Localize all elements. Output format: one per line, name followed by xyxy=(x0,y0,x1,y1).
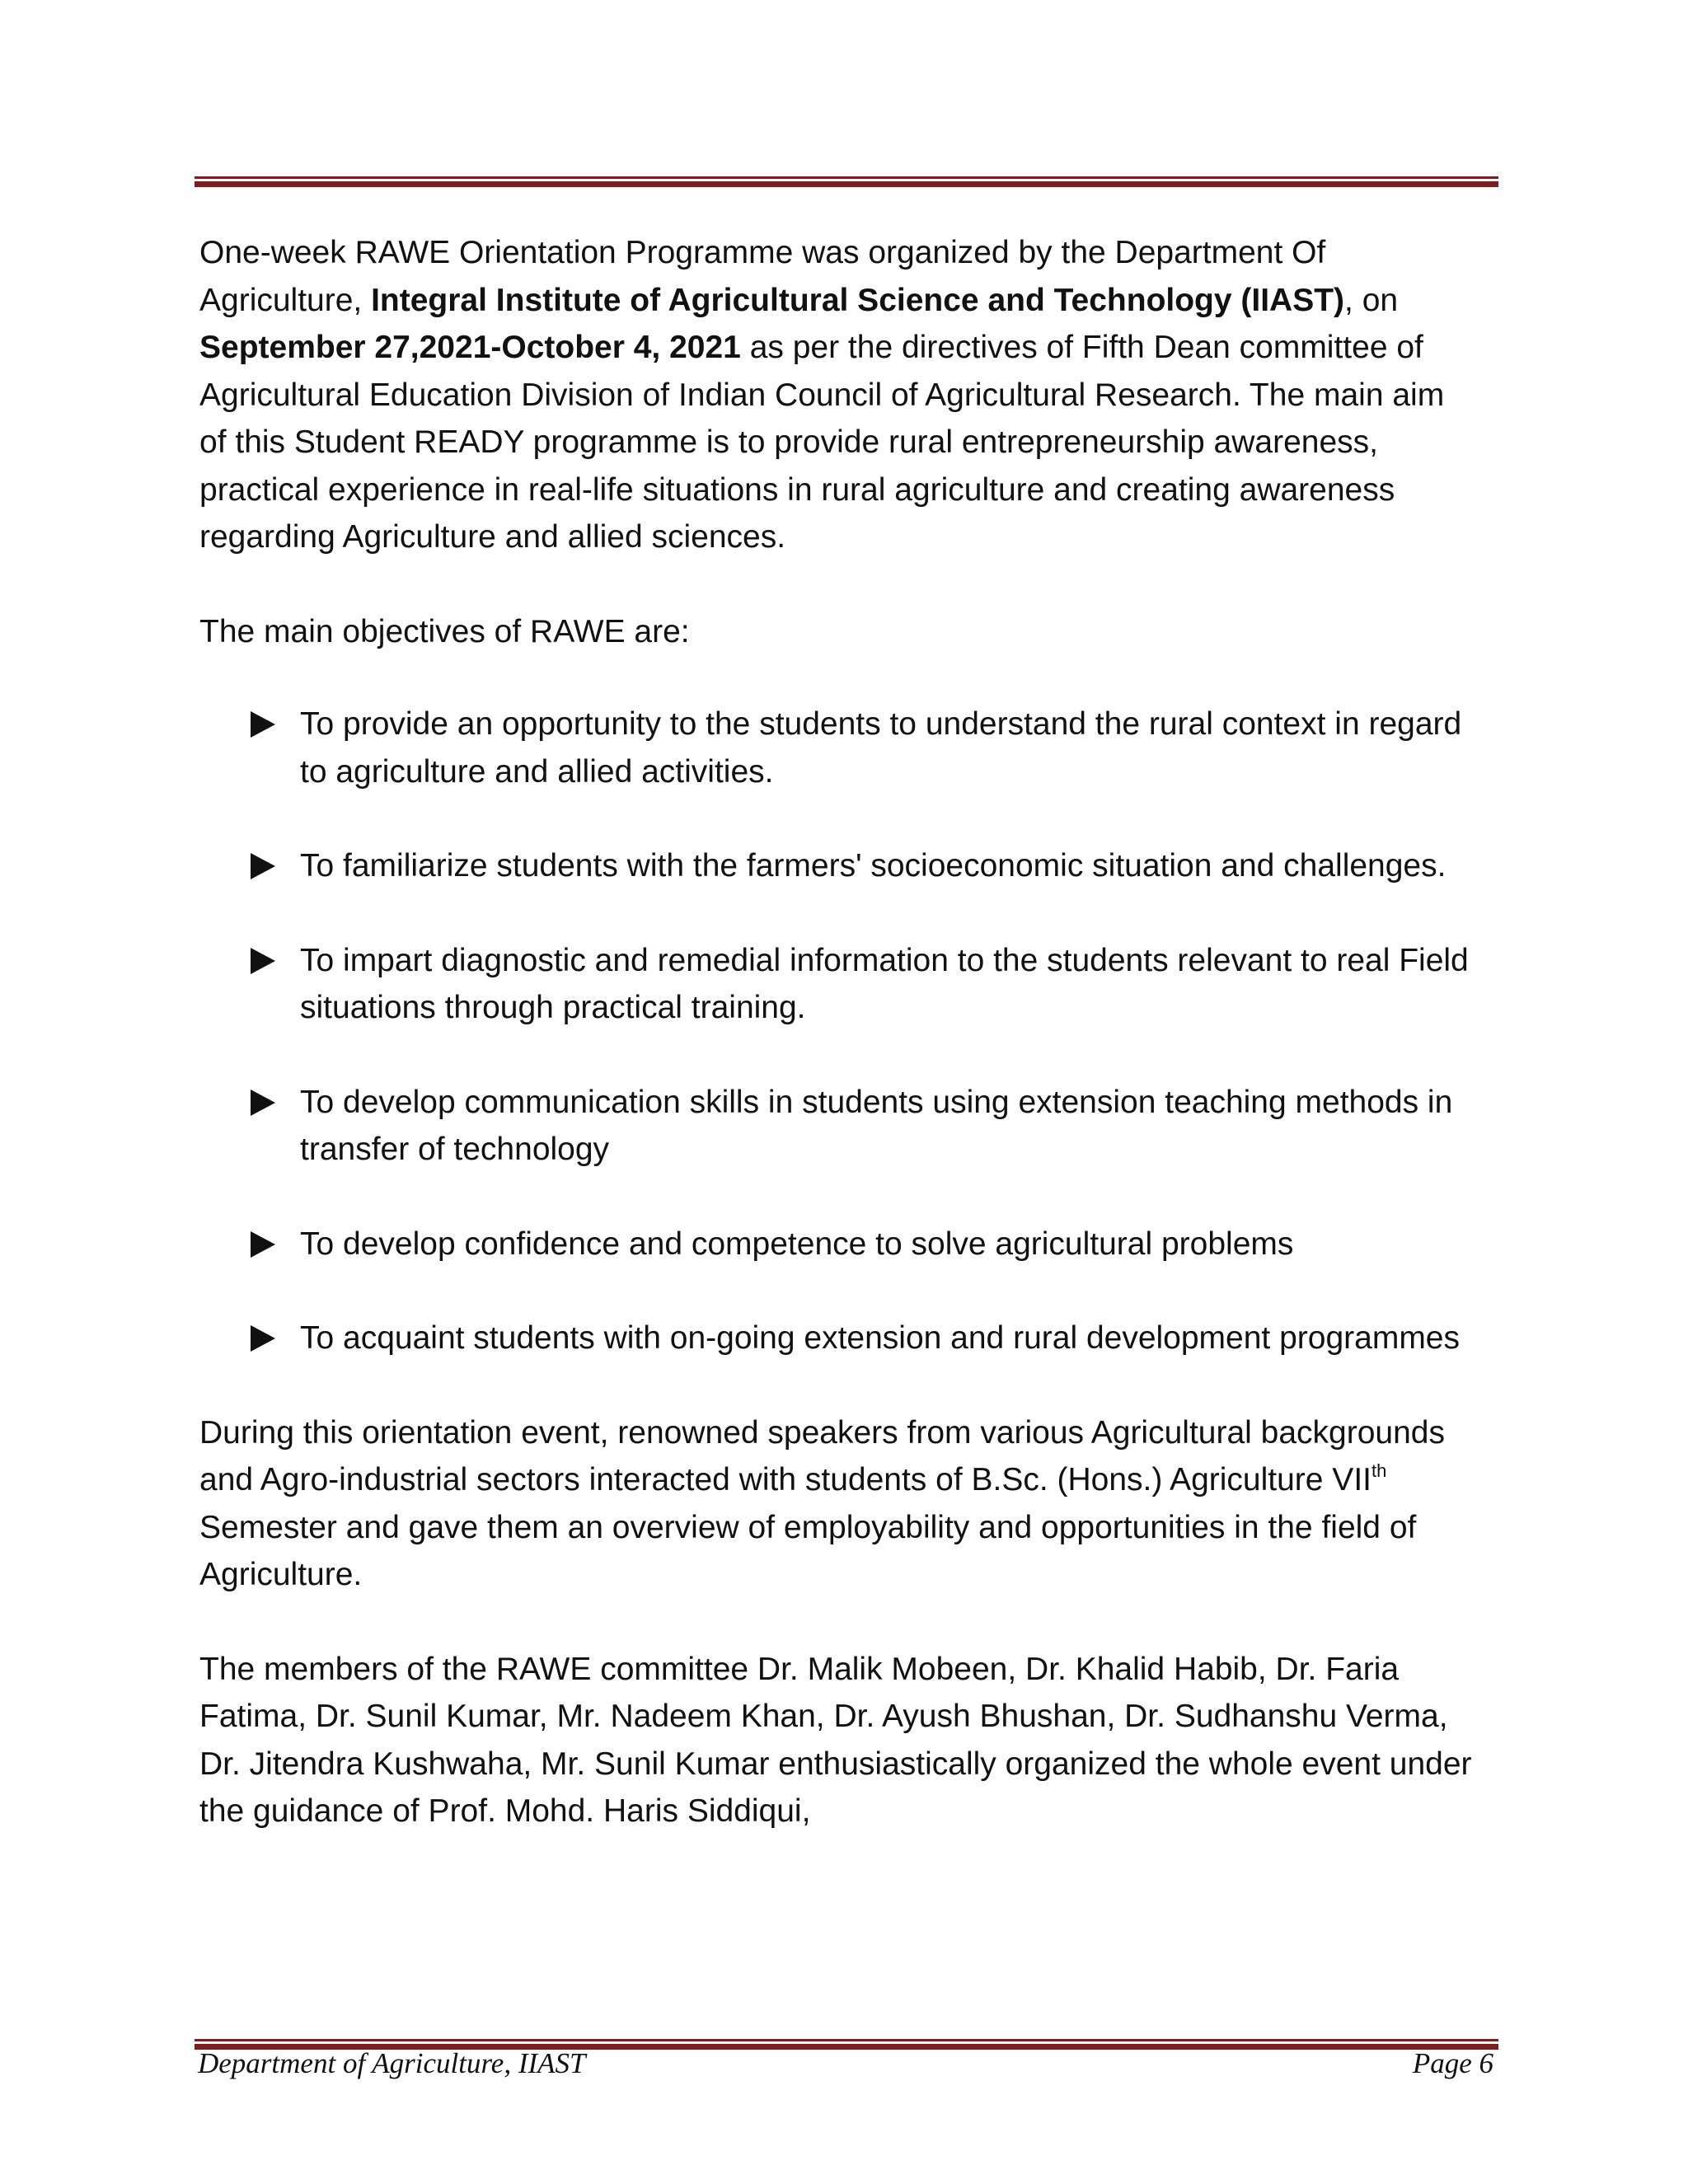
list-item xyxy=(249,842,1477,890)
event-dates: September 27,2021-October 4, 2021 xyxy=(199,330,741,365)
orientation-text-2: Semester and gave them an overview of employability and opportunities in the field of Agriculture. xyxy=(199,1509,1417,1592)
objectives-heading: The main objectives of RAWE are: xyxy=(199,613,690,649)
committee-paragraph: The members of the RAWE committee Dr. Malik Mobeen, Dr. Khalid Habib, Dr. Faria Fatima, Dr. Sunil Kumar, Mr. Nadeem Khan, Dr. Ayush Bhushan, Dr. Sudhanshu Verma, Dr. Jitendra Kushwaha, Mr. Sunil Kumar enthusiastically organized the whole event under the guidance of Prof. Mohd. Haris Siddiqui, xyxy=(199,1651,1472,1829)
orientation-paragraph xyxy=(199,1409,1477,1599)
objective-text: To familiarize students with the farmers' socioeconomic situation and challenges. xyxy=(300,848,1447,883)
list-item xyxy=(249,701,1477,795)
objectives-list xyxy=(199,701,1477,1362)
intro-text-1: One-week RAWE Orientation Programme was organized by the Department Of Agriculture, xyxy=(199,235,1326,318)
header-rule xyxy=(195,176,1498,187)
intro-text-3: as per the directives of Fifth Dean committee of Agricultural Education Division of Indian Council of Agricultural Research. The main aim of this Student READY programme is to provide rural entrepreneurship awareness, practical experience in real-life situations in rural agriculture and creating awareness regarding Agriculture and allied sciences. xyxy=(199,330,1445,555)
page-footer xyxy=(198,2047,1493,2080)
institute-name: Integral Institute of Agricultural Science and Technology (IIAST) xyxy=(371,282,1345,318)
triangle-right-icon xyxy=(251,948,275,974)
objective-text: To provide an opportunity to the students to understand the rural context in regard to agriculture and allied activities. xyxy=(300,706,1462,790)
page-number: Page 6 xyxy=(1412,2047,1493,2079)
objective-text: To acquaint students with on-going extension and rural development programmes xyxy=(300,1320,1460,1356)
intro-text-2: , on xyxy=(1344,282,1399,318)
triangle-right-icon xyxy=(251,853,275,879)
triangle-right-icon xyxy=(251,711,275,738)
objective-text: To impart diagnostic and remedial information to the students relevant to real Field situations through practical training. xyxy=(300,942,1469,1025)
triangle-right-icon xyxy=(251,1090,275,1116)
list-item xyxy=(249,1221,1477,1268)
objective-text: To develop confidence and competence to solve agricultural problems xyxy=(300,1226,1294,1262)
ordinal-suffix: th xyxy=(1372,1460,1387,1481)
footer-department: Department of Agriculture, IIAST xyxy=(198,2047,586,2079)
page-content xyxy=(199,229,1477,1835)
objective-text: To develop communication skills in students using extension teaching methods in transfer of technology xyxy=(300,1084,1453,1167)
triangle-right-icon xyxy=(251,1231,275,1258)
intro-paragraph xyxy=(199,229,1477,561)
list-item xyxy=(249,1079,1477,1174)
list-item xyxy=(249,1315,1477,1362)
list-item xyxy=(249,937,1477,1032)
orientation-text-1: During this orientation event, renowned speakers from various Agricultural backgrounds and Agro-industrial sectors interacted with students of B.Sc. (Hons.) Agriculture VII xyxy=(199,1414,1445,1497)
triangle-right-icon xyxy=(251,1325,275,1352)
